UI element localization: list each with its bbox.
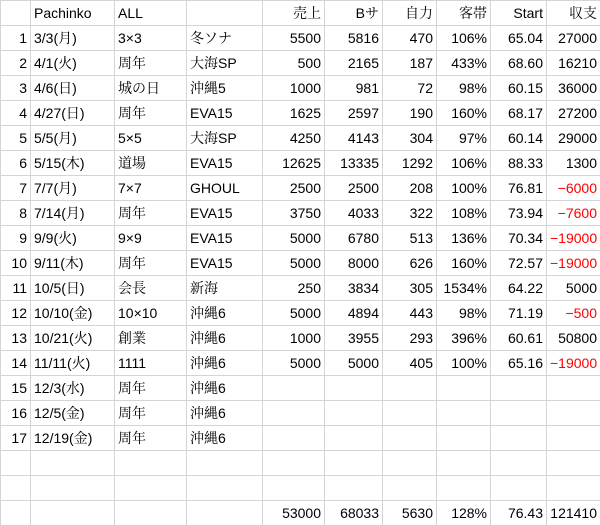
row-number[interactable]: 4 [1, 101, 31, 126]
cell-event-name[interactable]: 周年 [115, 376, 187, 401]
row-number[interactable]: 10 [1, 251, 31, 276]
header-start: Start [491, 1, 547, 26]
cell-jiriki[interactable]: 513 [383, 226, 437, 251]
cell-jiriki[interactable]: 187 [383, 51, 437, 76]
cell-machine[interactable]: EVA15 [187, 101, 263, 126]
cell-jiriki[interactable]: 208 [383, 176, 437, 201]
cell-jiriki[interactable]: 405 [383, 351, 437, 376]
cell-date[interactable]: 12/3(水) [31, 376, 115, 401]
cell-shushi[interactable]: 36000 [547, 76, 600, 101]
cell-jiriki[interactable]: 293 [383, 326, 437, 351]
cell-date[interactable]: 10/10(金) [31, 301, 115, 326]
cell-start[interactable]: 60.61 [491, 326, 547, 351]
cell-empty[interactable] [187, 451, 263, 476]
cell-machine[interactable]: EVA15 [187, 251, 263, 276]
cell-b-service[interactable]: 3834 [325, 276, 383, 301]
cell-start[interactable]: 76.81 [491, 176, 547, 201]
cell-uriage[interactable]: 5500 [263, 26, 325, 51]
header-jiriki: 自力 [383, 1, 437, 26]
cell-empty[interactable] [325, 451, 383, 476]
cell-shushi[interactable]: −7600 [547, 201, 600, 226]
cell-kyakutai[interactable]: 108% [437, 201, 491, 226]
cell-shushi[interactable]: −6000 [547, 176, 600, 201]
cell-machine[interactable]: EVA15 [187, 226, 263, 251]
table-row[interactable] [1, 76, 600, 101]
table-row-empty[interactable] [1, 451, 600, 476]
cell-date[interactable]: 7/14(月) [31, 201, 115, 226]
cell-kyakutai[interactable]: 98% [437, 76, 491, 101]
cell-b-service[interactable]: 8000 [325, 251, 383, 276]
cell-empty[interactable] [263, 476, 325, 501]
totals-uriage: 53000 [263, 501, 325, 526]
cell-jiriki[interactable]: 1292 [383, 151, 437, 176]
cell-event-name[interactable]: 7×7 [115, 176, 187, 201]
totals-b-service: 68033 [325, 501, 383, 526]
cell-uriage[interactable] [263, 376, 325, 401]
cell-date[interactable]: 9/11(木) [31, 251, 115, 276]
row-number[interactable]: 7 [1, 176, 31, 201]
totals-jiriki: 5630 [383, 501, 437, 526]
cell-shushi[interactable]: −19000 [547, 226, 600, 251]
cell-empty[interactable] [115, 451, 187, 476]
cell-shushi[interactable] [547, 401, 600, 426]
table-row[interactable] [1, 151, 600, 176]
cell-event-name[interactable]: 周年 [115, 401, 187, 426]
cell-empty[interactable] [491, 476, 547, 501]
header-shushi: 収支 [547, 1, 600, 26]
table-row[interactable] [1, 301, 600, 326]
cell-date[interactable]: 4/1(火) [31, 51, 115, 76]
cell-date[interactable]: 5/5(月) [31, 126, 115, 151]
table-row[interactable] [1, 401, 600, 426]
cell-event-name[interactable]: 周年 [115, 51, 187, 76]
cell-event-name[interactable]: 周年 [115, 101, 187, 126]
table-row-empty[interactable] [1, 476, 600, 501]
cell-date[interactable]: 5/15(木) [31, 151, 115, 176]
cell-date[interactable]: 11/11(火) [31, 351, 115, 376]
cell-empty[interactable] [31, 476, 115, 501]
cell-uriage[interactable]: 5000 [263, 226, 325, 251]
cell-b-service[interactable]: 2500 [325, 176, 383, 201]
cell-uriage[interactable] [263, 426, 325, 451]
cell-kyakutai[interactable] [437, 426, 491, 451]
cell-uriage[interactable]: 5000 [263, 351, 325, 376]
cell-uriage[interactable] [263, 401, 325, 426]
row-number[interactable]: 2 [1, 51, 31, 76]
cell-jiriki[interactable]: 304 [383, 126, 437, 151]
cell-kyakutai[interactable]: 136% [437, 226, 491, 251]
table-row[interactable] [1, 51, 600, 76]
cell-b-service[interactable]: 2597 [325, 101, 383, 126]
table-row[interactable] [1, 201, 600, 226]
cell-date[interactable]: 12/5(金) [31, 401, 115, 426]
cell-jiriki[interactable]: 443 [383, 301, 437, 326]
cell-event-name[interactable]: 3×3 [115, 26, 187, 51]
cell-kyakutai[interactable]: 160% [437, 251, 491, 276]
cell-empty[interactable] [325, 476, 383, 501]
cell-start[interactable]: 68.17 [491, 101, 547, 126]
cell-start[interactable]: 64.22 [491, 276, 547, 301]
cell-kyakutai[interactable]: 396% [437, 326, 491, 351]
cell-jiriki[interactable]: 72 [383, 76, 437, 101]
cell-jiriki[interactable]: 190 [383, 101, 437, 126]
cell-shushi[interactable]: 29000 [547, 126, 600, 151]
cell-b-service[interactable]: 5816 [325, 26, 383, 51]
cell-empty[interactable] [437, 451, 491, 476]
header-corner [1, 1, 31, 26]
cell-machine[interactable]: 沖縄6 [187, 351, 263, 376]
cell-shushi[interactable]: 16210 [547, 51, 600, 76]
cell-start[interactable] [491, 376, 547, 401]
header-b-service: Bサ [325, 1, 383, 26]
cell-uriage[interactable]: 3750 [263, 201, 325, 226]
cell-b-service[interactable] [325, 426, 383, 451]
cell-b-service[interactable]: 13335 [325, 151, 383, 176]
row-number[interactable]: 8 [1, 201, 31, 226]
cell-start[interactable] [491, 401, 547, 426]
cell-shushi[interactable]: 27200 [547, 101, 600, 126]
cell-event-name[interactable]: 1111 [115, 351, 187, 376]
cell-machine[interactable]: 冬ソナ [187, 26, 263, 51]
cell-jiriki[interactable]: 305 [383, 276, 437, 301]
cell-kyakutai[interactable]: 106% [437, 151, 491, 176]
cell-machine[interactable]: 沖縄6 [187, 301, 263, 326]
cell-event-name[interactable]: 会長 [115, 276, 187, 301]
cell-shushi[interactable]: 1300 [547, 151, 600, 176]
cell-uriage[interactable]: 5000 [263, 251, 325, 276]
cell-b-service[interactable]: 981 [325, 76, 383, 101]
table-row[interactable] [1, 351, 600, 376]
cell-empty[interactable] [1, 451, 31, 476]
cell-machine[interactable]: EVA15 [187, 201, 263, 226]
cell-empty[interactable] [115, 476, 187, 501]
cell-event-name[interactable]: 周年 [115, 201, 187, 226]
cell-event-name[interactable]: 9×9 [115, 226, 187, 251]
cell-kyakutai[interactable]: 1534% [437, 276, 491, 301]
cell-machine[interactable]: EVA15 [187, 151, 263, 176]
table-row[interactable] [1, 226, 600, 251]
cell-kyakutai[interactable] [437, 401, 491, 426]
cell-kyakutai[interactable]: 100% [437, 351, 491, 376]
cell-event-name[interactable]: 城の日 [115, 76, 187, 101]
row-number[interactable]: 14 [1, 351, 31, 376]
cell-kyakutai[interactable]: 97% [437, 126, 491, 151]
table-row[interactable] [1, 276, 600, 301]
row-number[interactable]: 12 [1, 301, 31, 326]
cell-machine[interactable]: 大海SP [187, 51, 263, 76]
cell-uriage[interactable]: 250 [263, 276, 325, 301]
cell-machine[interactable]: 沖縄6 [187, 326, 263, 351]
cell-kyakutai[interactable]: 106% [437, 26, 491, 51]
totals-blank-1 [1, 501, 31, 526]
totals-blank-2 [31, 501, 115, 526]
totals-row [1, 501, 600, 526]
cell-b-service[interactable]: 6780 [325, 226, 383, 251]
cell-shushi[interactable]: −19000 [547, 351, 600, 376]
header-kyakutai: 客帯 [437, 1, 491, 26]
table-row[interactable] [1, 426, 600, 451]
totals-start: 76.43 [491, 501, 547, 526]
cell-kyakutai[interactable]: 433% [437, 51, 491, 76]
cell-empty[interactable] [547, 451, 600, 476]
cell-b-service[interactable]: 4143 [325, 126, 383, 151]
cell-date[interactable]: 4/27(日) [31, 101, 115, 126]
cell-machine[interactable]: 沖縄6 [187, 401, 263, 426]
cell-date[interactable]: 10/21(火) [31, 326, 115, 351]
cell-shushi[interactable] [547, 376, 600, 401]
cell-event-name[interactable]: 周年 [115, 426, 187, 451]
cell-start[interactable]: 65.16 [491, 351, 547, 376]
cell-event-name[interactable]: 道場 [115, 151, 187, 176]
cell-b-service[interactable]: 3955 [325, 326, 383, 351]
cell-uriage[interactable]: 12625 [263, 151, 325, 176]
cell-empty[interactable] [383, 451, 437, 476]
row-number[interactable]: 3 [1, 76, 31, 101]
cell-jiriki[interactable] [383, 426, 437, 451]
table-row[interactable] [1, 376, 600, 401]
cell-date[interactable]: 12/19(金) [31, 426, 115, 451]
cell-empty[interactable] [383, 476, 437, 501]
cell-uriage[interactable]: 1000 [263, 76, 325, 101]
header-title: Pachinko [31, 1, 115, 26]
cell-jiriki[interactable]: 322 [383, 201, 437, 226]
cell-b-service[interactable]: 5000 [325, 351, 383, 376]
table-row[interactable] [1, 176, 600, 201]
cell-start[interactable]: 88.33 [491, 151, 547, 176]
cell-jiriki[interactable] [383, 376, 437, 401]
cell-kyakutai[interactable]: 160% [437, 101, 491, 126]
cell-start[interactable]: 68.60 [491, 51, 547, 76]
cell-shushi[interactable]: −500 [547, 301, 600, 326]
cell-machine[interactable]: 大海SP [187, 126, 263, 151]
cell-event-name[interactable]: 10×10 [115, 301, 187, 326]
cell-empty[interactable] [547, 476, 600, 501]
table-row[interactable] [1, 326, 600, 351]
cell-date[interactable]: 3/3(月) [31, 26, 115, 51]
cell-uriage[interactable]: 1000 [263, 326, 325, 351]
cell-b-service[interactable]: 4033 [325, 201, 383, 226]
cell-b-service[interactable] [325, 376, 383, 401]
cell-shushi[interactable]: −19000 [547, 251, 600, 276]
row-number[interactable]: 16 [1, 401, 31, 426]
cell-machine[interactable]: 沖縄6 [187, 376, 263, 401]
cell-shushi[interactable]: 5000 [547, 276, 600, 301]
header-subtitle: ALL [115, 1, 187, 26]
cell-jiriki[interactable] [383, 401, 437, 426]
cell-event-name[interactable]: 周年 [115, 251, 187, 276]
totals-blank-3 [115, 501, 187, 526]
cell-shushi[interactable] [547, 426, 600, 451]
cell-empty[interactable] [187, 476, 263, 501]
cell-machine[interactable]: GHOUL [187, 176, 263, 201]
cell-date[interactable]: 7/7(月) [31, 176, 115, 201]
cell-event-name[interactable]: 5×5 [115, 126, 187, 151]
cell-uriage[interactable]: 500 [263, 51, 325, 76]
totals-shushi: 121410 [547, 501, 600, 526]
cell-b-service[interactable] [325, 401, 383, 426]
cell-kyakutai[interactable]: 100% [437, 176, 491, 201]
header-uriage: 売上 [263, 1, 325, 26]
cell-machine[interactable]: 沖縄6 [187, 426, 263, 451]
cell-machine[interactable]: 新海 [187, 276, 263, 301]
cell-empty[interactable] [491, 451, 547, 476]
cell-empty[interactable] [1, 476, 31, 501]
cell-jiriki[interactable]: 470 [383, 26, 437, 51]
totals-kyakutai: 128% [437, 501, 491, 526]
cell-start[interactable]: 72.57 [491, 251, 547, 276]
cell-b-service[interactable]: 2165 [325, 51, 383, 76]
row-number[interactable]: 11 [1, 276, 31, 301]
cell-machine[interactable]: 沖縄5 [187, 76, 263, 101]
cell-date[interactable]: 9/9(火) [31, 226, 115, 251]
row-number[interactable]: 13 [1, 326, 31, 351]
cell-uriage[interactable]: 2500 [263, 176, 325, 201]
table-body [1, 26, 600, 526]
table-row[interactable] [1, 101, 600, 126]
row-number[interactable]: 15 [1, 376, 31, 401]
table-row[interactable] [1, 26, 600, 51]
cell-kyakutai[interactable] [437, 376, 491, 401]
row-number[interactable]: 17 [1, 426, 31, 451]
cell-start[interactable]: 71.19 [491, 301, 547, 326]
totals-blank-4 [187, 501, 263, 526]
cell-start[interactable]: 70.34 [491, 226, 547, 251]
row-number[interactable]: 5 [1, 126, 31, 151]
table-row[interactable] [1, 251, 600, 276]
row-number[interactable]: 9 [1, 226, 31, 251]
cell-kyakutai[interactable]: 98% [437, 301, 491, 326]
table-row[interactable] [1, 126, 600, 151]
cell-start[interactable]: 73.94 [491, 201, 547, 226]
cell-start[interactable] [491, 426, 547, 451]
table-header-row [1, 1, 600, 26]
cell-uriage[interactable]: 5000 [263, 301, 325, 326]
cell-date[interactable]: 4/6(日) [31, 76, 115, 101]
cell-start[interactable]: 60.15 [491, 76, 547, 101]
cell-empty[interactable] [31, 451, 115, 476]
row-number[interactable]: 6 [1, 151, 31, 176]
cell-date[interactable]: 10/5(日) [31, 276, 115, 301]
cell-start[interactable]: 60.14 [491, 126, 547, 151]
header-machine [187, 1, 263, 26]
cell-jiriki[interactable]: 626 [383, 251, 437, 276]
cell-empty[interactable] [263, 451, 325, 476]
cell-b-service[interactable]: 4894 [325, 301, 383, 326]
row-number[interactable]: 1 [1, 26, 31, 51]
cell-event-name[interactable]: 創業 [115, 326, 187, 351]
cell-uriage[interactable]: 1625 [263, 101, 325, 126]
cell-empty[interactable] [437, 476, 491, 501]
cell-shushi[interactable]: 27000 [547, 26, 600, 51]
cell-shushi[interactable]: 50800 [547, 326, 600, 351]
cell-uriage[interactable]: 4250 [263, 126, 325, 151]
cell-start[interactable]: 65.04 [491, 26, 547, 51]
